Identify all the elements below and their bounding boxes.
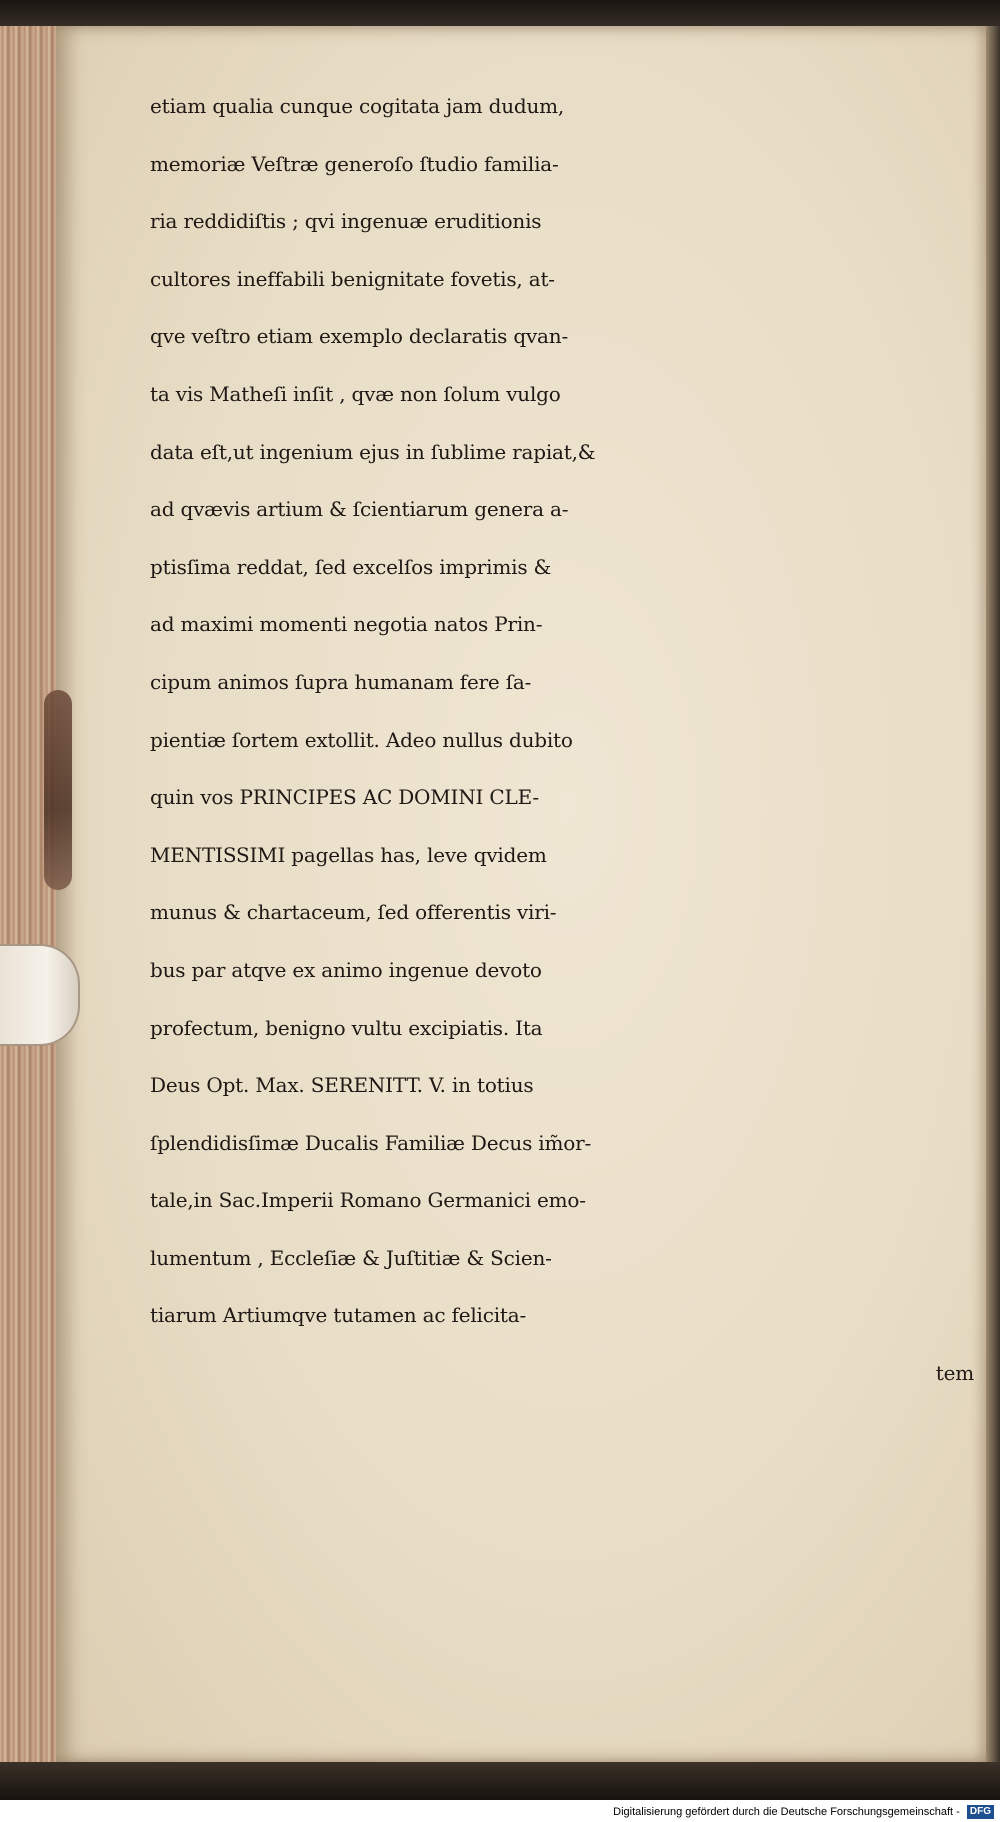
text-line: cultores ineffabili benignitate fovetis, at- <box>150 266 555 291</box>
book-gutter-edge <box>986 26 1000 1766</box>
text-line: quin vos PRINCIPES AC DOMINI CLE- <box>150 785 539 810</box>
text-line: pientiæ ſortem extollit. Adeo nullus dubito <box>150 727 573 752</box>
text-line: munus & chartaceum, ſed offerentis viri- <box>150 900 557 925</box>
text-line: Deus Opt. Max. SERENITT. V. in totius <box>150 1073 534 1098</box>
text-line: memoriæ Veſtræ generoſo ſtudio familia- <box>150 151 559 176</box>
text-line: ria reddidiſtis ; qvi ingenuæ eruditionis <box>150 209 542 234</box>
page-stain <box>44 690 72 890</box>
digitization-credit <box>613 1803 994 1821</box>
text-line: etiam qualia cunque cogitata jam dudum, <box>150 94 565 118</box>
text-line: profectum, benigno vultu excipiatis. Ita <box>150 1015 543 1040</box>
text-line: ta vis Matheſi inſit , qvæ non ſolum vulgo <box>150 381 561 406</box>
book-bottom-edge <box>0 1762 1000 1800</box>
text-line: ad qvævis artium & ſcientiarum genera a- <box>150 497 569 522</box>
book-page-edges <box>0 26 60 1766</box>
text-line: ſplendidisſimæ Ducalis Familiæ Decus im̃or- <box>150 1130 592 1155</box>
credit-text: Digitalisierung gefördert durch die Deutsche Forschungsgemeinschaft - <box>613 1806 960 1818</box>
text-line: bus par atqve ex animo ingenue devoto <box>150 957 542 982</box>
text-line: tale,in Sac.Imperii Romano Germanici emo- <box>150 1188 586 1213</box>
text-line: cipum animos ſupra humanam fere ſa- <box>150 669 532 694</box>
book-clip <box>0 944 80 1046</box>
text-line: data eſt,ut ingenium ejus in ſublime rapiat,& <box>150 439 596 464</box>
text-line: MENTISSIMI pagellas has, leve qvidem <box>150 842 547 867</box>
text-line: qve veſtro etiam exemplo declaratis qvan- <box>150 324 569 349</box>
body-text <box>150 78 982 1403</box>
text-line: tiarum Artiumqve tutamen ac felicita- <box>150 1303 527 1328</box>
catchword: tem <box>935 1361 974 1386</box>
text-line: ad maximi momenti negotia natos Prin- <box>150 612 543 637</box>
text-line: ptisſima reddat, ſed excelſos imprimis & <box>150 554 552 579</box>
dfg-logo: DFG <box>967 1805 994 1819</box>
text-line: lumentum , Eccleſiæ & Juſtitiæ & Scien- <box>150 1245 552 1270</box>
